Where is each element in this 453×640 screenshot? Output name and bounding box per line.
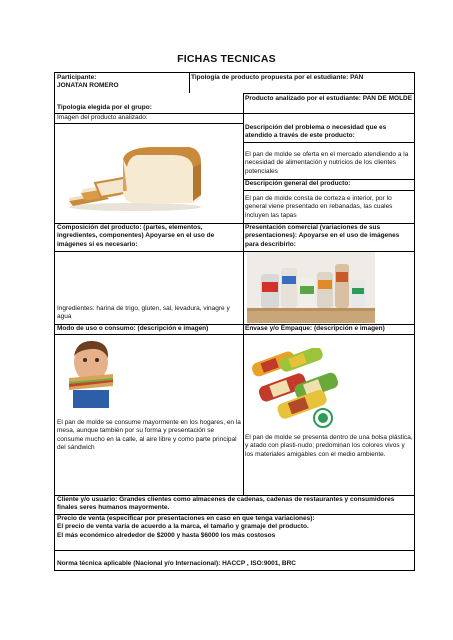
norm-text: Norma técnica aplicable (Nacional y/o Internacional): HACCP , ISO:9001, BRC [57,560,297,567]
technical-sheet [54,72,415,571]
general-heading: Descripción general del producto: [245,180,351,187]
chosen-typology: Tipología elegida por el grupo: [57,104,152,111]
participant-name: JONATAN ROMERO [57,82,119,90]
image-label: Imagen del producto analizado: [57,114,148,121]
document-title: FICHAS TECNICAS [177,53,276,65]
participant-cell [55,73,189,92]
price-line-1: El precio de venta varía de acuerdo a la marca, el tamaño y gramaje del producto. [57,523,309,531]
package-heading: Envase y/o Empaque: (descripción e imagen) [245,325,385,332]
composition-heading: Composición del producto: (partes, elementos, ingredientes, componentes) Apoyarse en el uso de imágenes si es necesario: [57,224,215,248]
analyzed-product: Producto analizado por el estudiante: PAN DE MOLDE [245,95,413,102]
bread-shelf-image [247,252,375,323]
participant-label: Participante: [57,74,97,81]
divider [243,190,415,191]
problem-heading: Descripción del problema o necesidad que es atendido a través de este producto: [245,124,387,140]
boy-eating-sandwich-image [67,338,115,408]
client-text: Cliente y/o usuario: Grandes clientes como almacenes de cadenas, cadenas de restaurantes y consumidores finales seres humanos mayormente. [57,496,395,512]
proposed-typology: Tipología de producto propuesta por el estudiante: PAN [191,74,364,81]
general-text: El pan de molde consta de corteza e interior, por lo general viene presentado en rebanadas, las cuales incluyen las tapas [245,195,393,219]
price-heading: Precio de venta (especificar por presentaciones en caso en que tenga variaciones): [57,515,315,522]
usage-text: El pan de molde se consume mayormente en los hogares, en la mesa, aunque también por su forma y presentación se consume mucho en la calle, al aire libre y como parte principal del sándwich [57,419,241,451]
commercial-heading: Presentación comercial (variaciones de sus presentaciones): Apoyarse en el uso de imágenes para describirlo: [245,224,400,248]
bread-bags-image [247,348,343,430]
divider [55,550,415,551]
divider [243,142,415,143]
usage-heading: Modo de uso o consumo: (descripción e imagen) [57,325,209,332]
bread-loaf-image [65,143,205,213]
composition-text: Ingredientes: harina de trigo, gluten, sal, levadura, vinagre y agua [57,305,230,321]
price-line-2: El más económico alrededor de $2000 y hasta $6000 los más costosos [57,531,276,539]
problem-text: El pan de molde se oferta en el mercado atendiendo a la necesidad de alimentación y nutricios de los clientes potenciales [245,151,409,175]
price-cell [55,514,415,541]
package-text: El pan de molde se presenta dentro de una bolsa plástica, y atado con plasti-nudo; predominan los colores vivos y los materiales amigables con el medio ambiente. [245,434,413,458]
